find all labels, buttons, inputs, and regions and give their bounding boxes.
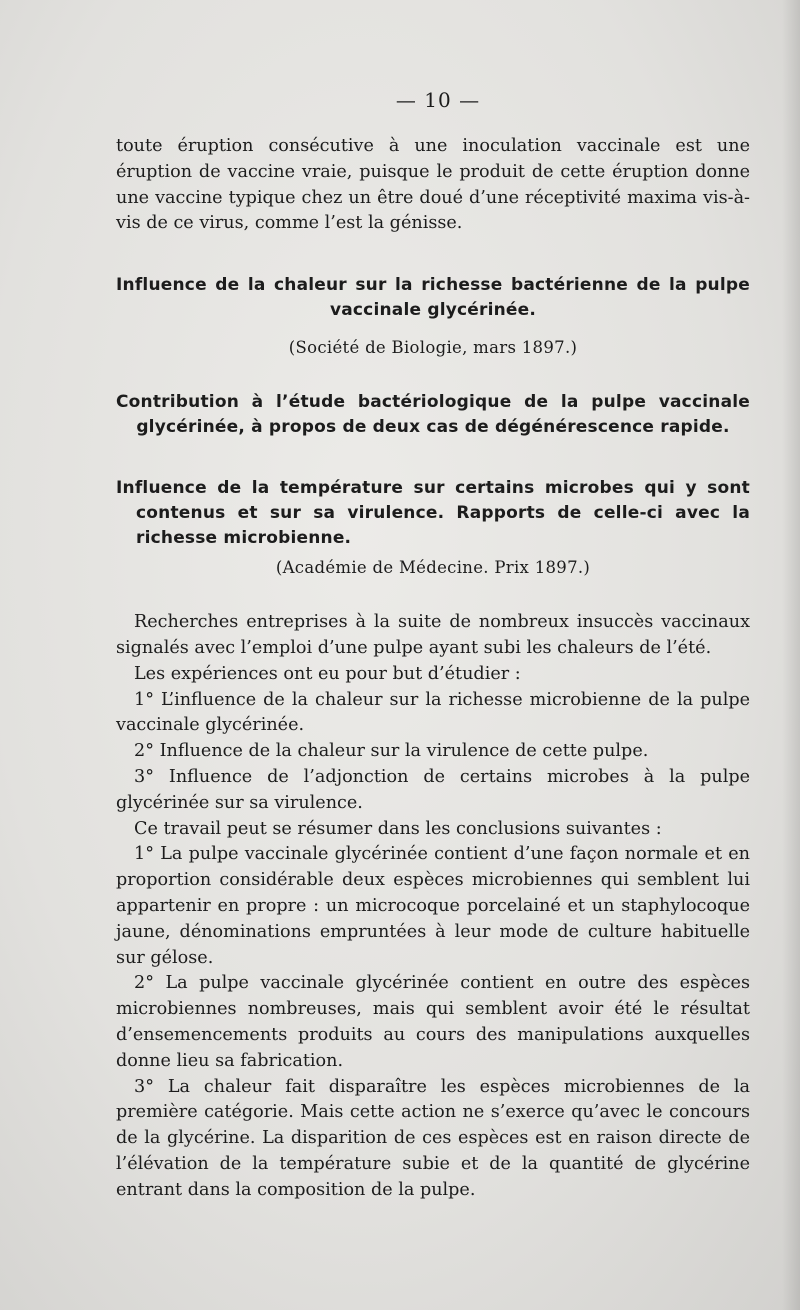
intro-paragraph: toute éruption consécutive à une inoculation vaccinale est une éruption de vaccine vraie, puisque le produit de cette éruption donne une vaccine typique chez un être doué d’une réceptivité maxima vis-à-vis de ce virus, comme l’est la génisse. bbox=[116, 136, 750, 234]
body-text bbox=[116, 610, 750, 1203]
body-paragraph: 2° Influence de la chaleur sur la virulence de cette pulpe. bbox=[134, 741, 649, 762]
body-paragraph: 2° La pulpe vaccinale glycérinée contient en outre des espèces microbiennes nombreuses, mais qui semblent avoir été le résultat d’ensemencements produits au cours des manipulations auxquelles donne lieu sa fabrication. bbox=[116, 973, 750, 1071]
body-paragraph: 3° Influence de l’adjonction de certains microbes à la pulpe glycérinée sur sa virulence. bbox=[116, 766, 750, 813]
body-paragraph: 3° La chaleur fait disparaître les espèces microbiennes de la première catégorie. Mais cette action ne s’exerce qu’avec le concours de la glycérine. La disparition de ces espèces est en raison directe de l’élévation de la température subie et de la quantité de glycérine entrant dans la composition de la pulpe. bbox=[116, 1076, 750, 1200]
page-edge-shadow bbox=[782, 0, 800, 1310]
body-paragraph: 1° L’influence de la chaleur sur la richesse microbienne de la pulpe vaccinale glycérinée. bbox=[116, 689, 750, 736]
page-number: — 10 — bbox=[395, 88, 481, 112]
body-paragraph: Recherches entreprises à la suite de nombreux insuccès vaccinaux signalés avec l’emploi d’une pulpe ayant subi les chaleurs de l’été. bbox=[116, 612, 750, 658]
section-source-1: (Société de Biologie, mars 1897.) bbox=[288, 338, 578, 358]
body-paragraph: Ce travail peut se résumer dans les conclusions suivantes : bbox=[134, 818, 662, 839]
section-title-2: Contribution à l’étude bactériologique de la pulpe vaccinale glycérinée, à propos de deux cas de dégénérescence rapide. bbox=[116, 392, 750, 438]
section-title-3: Influence de la température sur certains microbes qui y sont contenus et sur sa virulence. Rapports de celle-ci avec la richesse microbienne. bbox=[116, 478, 750, 549]
body-paragraph: 1° La pulpe vaccinale glycérinée contient d’une façon normale et en proportion considérable deux espèces microbiennes qui semblent lui appartenir en propre : un microcoque porcelainé et un staphylocoque jaune, dénominations empruntées à leur mode de culture habituelle sur gélose. bbox=[116, 844, 750, 968]
body-paragraph: Les expériences ont eu pour but d’étudier : bbox=[134, 663, 521, 684]
section-source-3: (Académie de Médecine. Prix 1897.) bbox=[275, 558, 591, 578]
section-title-1: Influence de la chaleur sur la richesse bactérienne de la pulpe vaccinale glycérinée. bbox=[116, 275, 750, 321]
